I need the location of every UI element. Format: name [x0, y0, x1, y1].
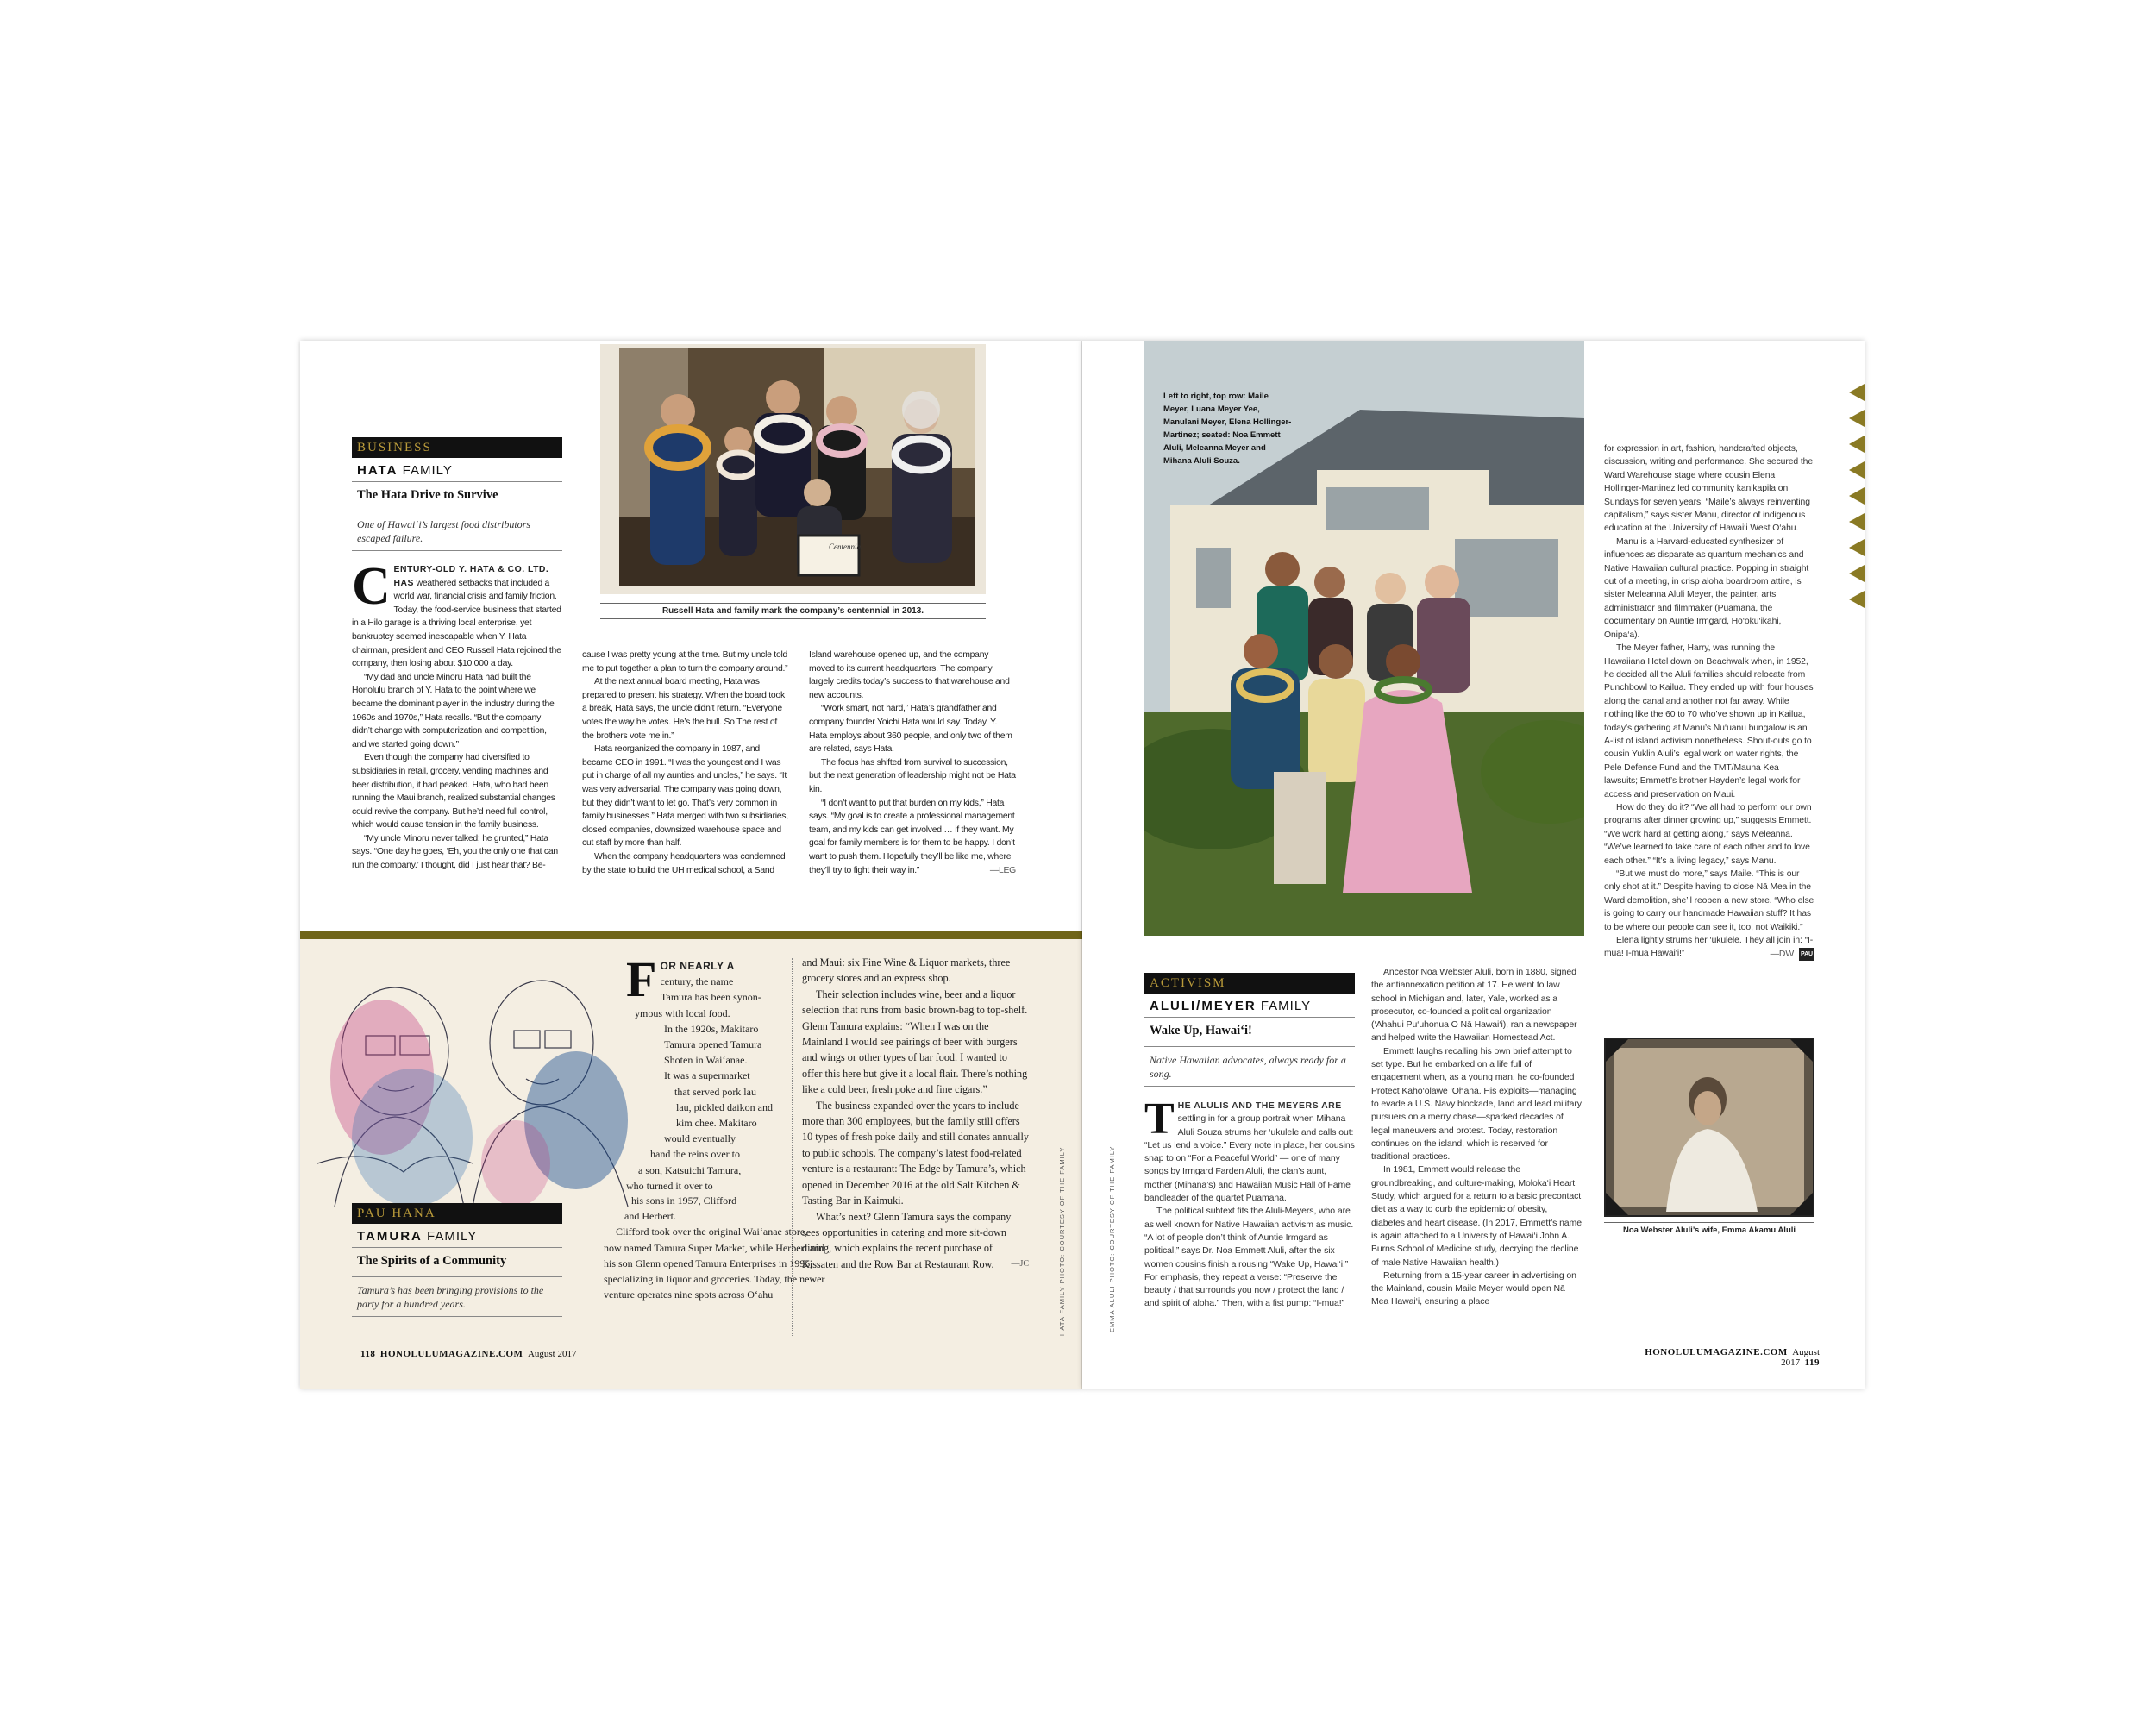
- paragraph: When the company headquarters was condemned by the state to build the UH medical school, a Sand: [582, 851, 786, 875]
- drop-cap: T: [1144, 1094, 1175, 1144]
- triangle-ornament: [1849, 565, 1865, 582]
- tamura-category-box: [352, 1203, 562, 1317]
- paragraph: “But we must do more,” says Maile. “This is our only shot at it.” Despite having to close Nā Mea in the Ward demolition, she’ll reopen a new store. “Who else is going to carry our handmade Hawaiian stuff? It has to be where our people can see it, too, not Waikiki.”: [1604, 869, 1814, 932]
- family-label: HATA FAMILY: [352, 458, 562, 482]
- category-label: BUSINESS: [352, 437, 562, 458]
- text-line: Tamura has been synon-: [661, 991, 761, 1004]
- text-line: that served pork lau: [674, 1085, 756, 1098]
- activism-body-col1: [1144, 1094, 1355, 1311]
- page-footer: [360, 1349, 576, 1359]
- page-number: 118: [360, 1349, 376, 1359]
- paragraph: How do they do it? “We all had to perform our own programs after dinner growing up,” suggests Emmett. “We work hard at getting along,” says Meleanna. “We’ve learned to take care of each other and to love each other.” “It’s a living legacy,” says Manu.: [1604, 802, 1812, 866]
- paragraph: Island warehouse opened up, and the company moved to its current headquarters. The company largely credits today’s success to that warehouse and new accounts.: [809, 650, 1010, 700]
- drop-cap: F: [626, 951, 657, 1007]
- lead-caps: ENTURY-OLD Y. HATA & CO. LTD. HAS: [393, 565, 549, 588]
- tamura-body-col1: [626, 951, 826, 1194]
- story-deck: Native Hawaiian advocates, always ready for a song.: [1144, 1047, 1355, 1087]
- text-line: century, the name: [660, 975, 734, 988]
- hata-body-col1: [352, 557, 562, 873]
- paragraph: The focus has shifted from survival to succession, but the next generation of leadership might not be Hata kin.: [809, 757, 1016, 794]
- hata-body-col3: [809, 649, 1016, 878]
- hata-photo-caption-rule: [600, 603, 986, 619]
- category-label: ACTIVISM: [1144, 973, 1355, 994]
- text-line: would eventually: [664, 1132, 736, 1145]
- lead-caps: OR NEARLY A: [660, 960, 735, 972]
- paragraph: At the next annual board meeting, Hata was prepared to present his strategy. When the board took a break, Hata says, the uncle didn’t return. “Everyone votes the way he votes. He’s the bull. So The rest of the brothers vote me in.”: [582, 677, 785, 741]
- page-number: 119: [1804, 1357, 1820, 1368]
- paragraph: settling in for a group portrait when Mihana Aluli Souza strums her ‘ukulele and calls out: “Let us lend a voice.” Every note in place, her cousins snap to on “For a Peaceful World” — one of many songs by Irmgard Farden Aluli, the clan’s aunt, mother (Mihana’s) and Hawaiian Music Hall of Fame bandleader of the quartet Puamana.: [1144, 1113, 1355, 1204]
- photo-caption: Russell Hata and family mark the company’s centennial in 2013.: [661, 606, 924, 616]
- vintage-portrait: [1604, 1038, 1814, 1217]
- text-line: a son, Katsuichi Tamura,: [638, 1163, 742, 1176]
- column-rule: [792, 958, 793, 1336]
- left-page: [300, 341, 1082, 1389]
- triangle-ornament: [1849, 461, 1865, 479]
- triangle-ornament: [1849, 513, 1865, 530]
- hata-family-photo: [600, 344, 986, 594]
- lead-caps: HE ALULIS AND THE MEYERS ARE: [1177, 1100, 1342, 1111]
- paragraph: Ancestor Noa Webster Aluli, born in 1880, signed the antiannexation petition at 17. He went to law school in Michigan and, later, Yale, worked as a prosecutor, co-founded a political organization (‘Ahahui Pu‘uhonua O Nā Hawai‘i), ran a newspaper and helped write the Hawaiian Homestead Act.: [1371, 967, 1577, 1044]
- paragraph: for expression in art, fashion, handcrafted objects, discussion, writing and performance. She secured the Ward Warehouse stage where cousin Elena Hollinger-Martinez led community kanikapila on Sundays for seven years. “Maile’s always reinventing capitalism,” says sister Manu, director of indigenous education at the University of Hawai‘i West O‘ahu.: [1604, 444, 1813, 534]
- text-line: his sons in 1957, Clifford: [631, 1194, 737, 1207]
- tamura-illustration: [300, 948, 657, 1232]
- photo-credit: HATA FAMILY PHOTO: COURTESY OF THE FAMILY: [1058, 1146, 1066, 1336]
- paragraph: Manu is a Harvard-educated synthesizer of influences as disparate as quantum mechanics and Native Hawaiian cultural practice. Popping in straight out of a meeting, in crisp aloha boardroom attire, is sister Meleanna Aluli Meyer, the painter, arts administrator and filmmaker (Puamana, the documentary on Auntie Irmgard, Ho‘oku‘ikahi, Onipa‘a).: [1604, 536, 1809, 640]
- story-deck: Tamura’s has been bringing provisions to the party for a hundred years.: [352, 1277, 562, 1317]
- text-line: Shoten in Wai‘anae.: [664, 1054, 748, 1067]
- paragraph: What’s next? Glenn Tamura says the company sees opportunities in catering and more sit-down dining, which explains the recent purchase of Kissaten and the Row Bar at Restaurant Row.: [802, 1210, 1012, 1270]
- triangle-ornament: [1849, 591, 1865, 608]
- story-headline: The Hata Drive to Survive: [352, 482, 562, 511]
- hata-body-col2: [582, 649, 789, 877]
- photo-credit: EMMA ALULI PHOTO: COURTESY OF THE FAMILY: [1108, 1145, 1116, 1332]
- text-line: kim chee. Makitaro: [676, 1117, 757, 1130]
- triangle-ornament: [1849, 539, 1865, 556]
- triangle-ornament: [1849, 436, 1865, 453]
- triangle-ornament: [1849, 487, 1865, 505]
- tamura-section: [300, 939, 1082, 1389]
- paragraph: weathered setbacks that included a world war, financial crisis and family friction. Today, the food-service business that started in a Hilo garage is a thriving local enterprise, yet bankruptcy seemed inescapable when Y. Hata chairman, president and CEO Russell Hata rejoined the company, then losing about $10,000 a day.: [352, 578, 561, 669]
- group-photo-caption: Left to right, top row: Maile Meyer, Luana Meyer Yee, Manulani Meyer, Elena Hollinger-Martinez; seated: Noa Emmett Aluli, Meleanna Meyer and Mihana Aluli Souza.: [1163, 392, 1292, 466]
- paragraph: “I don’t want to put that burden on my kids,” Hata says. “My goal is to create a professional management team, and my kids can get involved … if they want. My goal for family members is for them to be happy. I don’t want to push them. Hopefully they’ll be like me, where they’ll try to fight their way in.”: [809, 798, 1015, 875]
- section-divider: [300, 931, 1082, 939]
- signature: —DW: [1770, 949, 1795, 959]
- vintage-portrait-art: [1606, 1039, 1813, 1215]
- paragraph: Emmett laughs recalling his own brief attempt to set type. But he embarked on a life full of engagement when, as a young man, he co-founded Protect Kaho‘olawe ‘Ohana. His exploits—managing to evade a U.S. Navy blockade, land and lead military pursuers on a merry chase—sparked decades of legal maneuvers and protest. Today, restoration continues on the island, which is reserved for traditional practices.: [1371, 1045, 1582, 1163]
- portrait-caption: Noa Webster Aluli’s wife, Emma Akamu Aluli: [1622, 1226, 1796, 1235]
- paragraph: Returning from a 15-year career in advertising on the Mainland, cousin Maile Meyer would open Nā Mea Hawai‘i, ensuring a place: [1371, 1269, 1576, 1307]
- paragraph: The business expanded over the years to include more than 300 employees, but the family still offers 10 types of fresh poke daily and still donates annually to public schools. The company’s latest food-related venture is a restaurant: The Edge by Tamura’s, which opened in December 2016 at the old Salt Kitchen & Tasting Bar in Kaimuki.: [802, 1099, 1029, 1207]
- paragraph: Elena lightly strums her ‘ukulele. They all join in: “I-mua! I-mua Hawai‘i!”: [1604, 936, 1814, 959]
- tamura-body-col2: [802, 955, 1029, 1273]
- text-line: who turned it over to: [626, 1179, 713, 1192]
- story-deck: One of Hawai‘i’s largest food distributors escaped failure.: [352, 511, 562, 551]
- aluli-meyer-group-photo: [1144, 341, 1584, 936]
- text-line: Tamura opened Tamura: [664, 1038, 762, 1051]
- family-label: TAMURA FAMILY: [352, 1224, 562, 1248]
- paragraph: Hata reorganized the company in 1987, and became CEO in 1991. “I was the youngest and I was put in charge of all my aunties and uncles,” he says. “It was very adversarial. The company was going down, but they didn’t want to let go. That’s very common in family businesses.” Hata merged with two subsidiaries, closed companies, downsized warehouse space and cut staff by more than half.: [582, 744, 788, 849]
- category-label: PAU HANA: [352, 1203, 562, 1224]
- site-name: HONOLULUMAGAZINE.COM: [379, 1349, 523, 1359]
- text-line: ymous with local food.: [635, 1006, 730, 1019]
- hata-category-box: [352, 437, 562, 551]
- activism-body-col3: [1604, 442, 1814, 961]
- triangle-ornament: [1849, 384, 1865, 401]
- story-headline: Wake Up, Hawai‘i!: [1144, 1018, 1355, 1047]
- end-mark: PAU: [1799, 948, 1814, 961]
- text-line: In the 1920s, Makitaro: [664, 1022, 759, 1035]
- paragraph: In 1981, Emmett would release the groundbreaking, and culture-making, Moloka‘i Heart Study, which argued for a return to a basic precontact diet as a way to curb the epidemic of obesity, diabetes and heart disease. (In 2017, Emmett’s name is again attached to a University of Hawai‘i John A. Burns School of Medicine study, decrying the decline of male Native Hawaiian health.): [1371, 1164, 1582, 1268]
- activism-category-box: [1144, 973, 1355, 1087]
- tamura-body-col1-bottom: [604, 1193, 826, 1302]
- page-footer: [1621, 1347, 1820, 1368]
- paragraph: cause I was pretty young at the time. But my uncle told me to put together a plan to turn the company around.”: [582, 650, 788, 674]
- signature: —JC: [1011, 1259, 1029, 1269]
- text-line: hand the reins over to: [650, 1148, 740, 1161]
- paragraph: Even though the company had diversified to subsidiaries in retail, grocery, vending machines and beer distribution, it had peaked. Hata, who had been running the Maui branch, realized substantial changes could revive the company. But he’d need full control, which would cause tension in the family business.: [352, 753, 555, 831]
- portrait-caption-rule: [1604, 1222, 1814, 1238]
- drop-cap: C: [352, 557, 391, 616]
- family-label: ALULI/MEYER FAMILY: [1144, 994, 1355, 1018]
- paragraph: The Meyer father, Harry, was running the Hawaiiana Hotel down on Beachwalk when, in 1952, he decided all the Aluli families should relocate from Punchbowl to Kailua. They ended up with four houses along the canal and another not far away. While nothing like the 60 to 70 who’ve shown up in Kailua, today’s gathering at Manu’s Nu‘uanu bungalow is an A-list of island activism nonetheless. Shout-outs go to cousin Yuklin Aluli’s legal work on water rights, the Pele Defense Fund and the TMT/Mauna Kea lawsuits; Emmett’s brother Hayden’s legal work for access and preservation on Maui.: [1604, 643, 1814, 799]
- paragraph: “My uncle Minoru never talked; he grunted,” Hata says. “One day he goes, ‘Eh, you the only one that can run the company.’ I thought, did I just hear that? Be-: [352, 833, 558, 871]
- paragraph: “My dad and uncle Minoru Hata had built the Honolulu branch of Y. Hata to the point where we became the dominant player in the industry during the 1960s and 1970s,” Hata recalls. “But the company didn’t change with computerization and competition, and we started going down.”: [352, 672, 555, 749]
- issue-date: August 2017: [527, 1349, 577, 1359]
- issue-date: August 2017: [1781, 1347, 1820, 1368]
- paragraph: Their selection includes wine, beer and a liquor selection that runs from basic brown-bag to top-shelf. Glenn Tamura explains: “When I was on the Mainland I would see pairings of beer with burgers and wings or other types of bar food. I wanted to offer this here but give it a local flair. There’s nothing like a cold beer, fresh poke and fine cigars.”: [802, 987, 1028, 1096]
- paragraph: Clifford took over the original Wai‘anae store, now named Tamura Super Market, while Herbert and his son Glenn opened Tamura Enterprises in 1995, specializing in liquor and groceries. Today, the newer venture operates nine spots across O‘ahu: [604, 1226, 825, 1301]
- signature: —LEG: [989, 866, 1016, 876]
- triangle-ornament: [1849, 410, 1865, 427]
- text-line: lau, pickled daikon and: [676, 1100, 773, 1113]
- hata-family-photo-art: [600, 344, 986, 594]
- activism-body-col2: [1371, 966, 1582, 1309]
- paragraph: “Work smart, not hard,” Hata’s grandfather and company founder Yoichi Hata would say. Today, Y. Hata employs about 360 people, and only two of them are related, says Hata.: [809, 704, 1012, 755]
- paragraph: The political subtext fits the Aluli-Meyers, who are as well known for Native Hawaiian activism as music. “A lot of people don’t think of Auntie Irmgard as political,” says Dr. Noa Emmett Aluli, after the six women cousins finish a rousing “Wake Up, Hawai‘i!” For emphasis, they repeat a verse: “Preserve the beauty / that surrounds you now / protect the land / and spirit of aloha.” Then, with a fist pump: “I-mua!”: [1144, 1206, 1354, 1309]
- site-name: HONOLULUMAGAZINE.COM: [1645, 1347, 1788, 1357]
- story-headline: The Spirits of a Community: [352, 1248, 562, 1277]
- text-line: It was a supermarket: [664, 1069, 750, 1082]
- paragraph: and Maui: six Fine Wine & Liquor markets, three grocery stores and an express shop.: [802, 956, 1011, 985]
- text-line: and Herbert.: [624, 1210, 676, 1223]
- certificate-text: Centennial: [829, 542, 863, 551]
- right-page: [1082, 341, 1865, 1389]
